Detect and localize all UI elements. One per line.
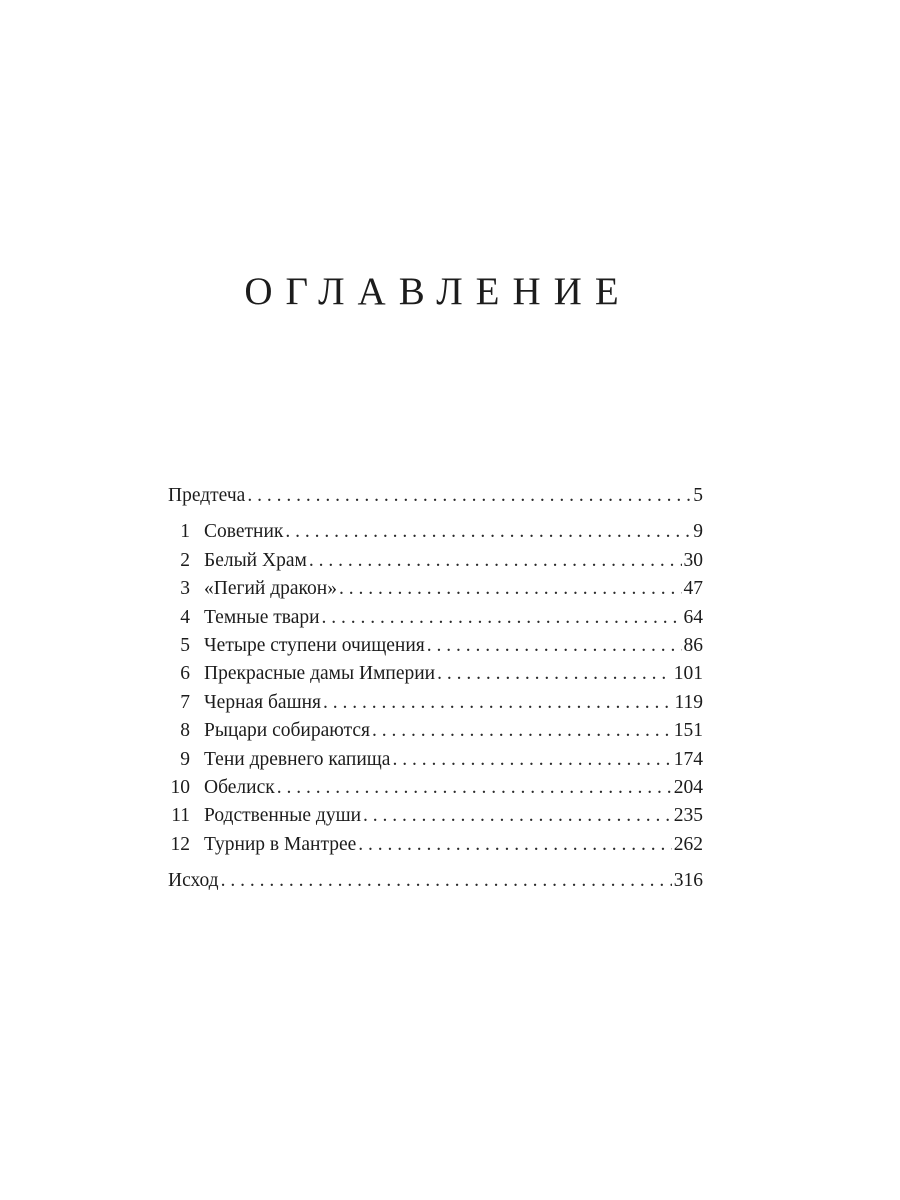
toc-entry-title: Белый Храм (204, 549, 307, 571)
toc-entry-chapter-4 (168, 604, 703, 632)
chapter-number: 7 (180, 691, 190, 713)
toc-entry-title: Черная башня (204, 691, 322, 713)
toc-entry-title: Темные твари (204, 606, 320, 628)
toc-entry-page: 204 (673, 776, 703, 798)
toc-entry-title: Турнир в Мантрее (204, 833, 357, 855)
dot-leader (427, 632, 682, 660)
chapter-number: 5 (180, 634, 190, 656)
toc-entry-chapter-5 (168, 632, 703, 660)
toc-entry-chapter-9 (168, 746, 703, 774)
toc-entry-title: «Пегий дракон» (204, 578, 337, 600)
dot-leader (247, 482, 691, 510)
toc-entry-chapter-8 (168, 717, 703, 745)
dot-leader (372, 717, 672, 745)
toc-entry-title: Предтеча (168, 485, 246, 506)
dot-leader (339, 575, 682, 603)
toc-entry-page: 151 (673, 720, 703, 742)
toc-entry-epilogue (168, 867, 703, 895)
dot-leader (309, 547, 682, 575)
dot-leader (285, 518, 691, 546)
dot-leader (277, 774, 672, 802)
toc-entry-chapter-3 (168, 575, 703, 603)
table-of-contents (168, 482, 703, 895)
dot-leader (363, 802, 672, 830)
toc-entry-page: 30 (683, 549, 703, 571)
toc-entry-chapter-2 (168, 547, 703, 575)
chapter-number: 11 (171, 805, 190, 827)
chapter-number: 4 (180, 606, 190, 628)
toc-entry-page: 235 (673, 805, 703, 827)
toc-entry-chapter-11 (168, 802, 703, 830)
toc-entry-title: Рыцари собираются (204, 720, 370, 742)
dot-leader (323, 689, 672, 717)
toc-entry-page: 9 (693, 521, 703, 543)
chapter-number: 9 (180, 748, 190, 770)
toc-entry-chapter-10 (168, 774, 703, 802)
toc-entry-chapter-7 (168, 689, 703, 717)
toc-entry-chapter-12 (168, 831, 703, 859)
dot-leader (322, 604, 682, 632)
chapter-number: 6 (180, 663, 190, 685)
dot-leader (392, 746, 671, 774)
toc-entry-title: Родственные души (204, 805, 362, 827)
toc-entry-page: 262 (673, 833, 703, 855)
chapter-number: 2 (180, 549, 190, 571)
toc-entry-page: 101 (673, 663, 703, 685)
toc-entry-title: Обелиск (204, 776, 275, 798)
toc-entry-page: 119 (674, 691, 703, 713)
toc-entry-title: Четыре ступени очищения (204, 634, 425, 656)
chapter-number: 8 (180, 720, 190, 742)
chapter-number: 3 (180, 578, 190, 600)
toc-entry-chapter-1 (168, 518, 703, 546)
toc-entry-title: Советник (204, 521, 284, 543)
toc-entry-page: 174 (673, 748, 703, 770)
toc-entry-page: 64 (683, 606, 703, 628)
toc-entry-page: 86 (683, 634, 703, 656)
toc-entry-title: Исход (168, 870, 219, 892)
toc-entry-page: 47 (683, 578, 703, 600)
toc-entry-page: 316 (673, 870, 703, 892)
toc-heading: ОГЛАВЛЕНИЕ (244, 270, 632, 313)
chapter-number: 12 (170, 833, 190, 855)
chapter-number: 1 (180, 521, 190, 543)
dot-leader (358, 831, 671, 859)
dot-leader (437, 660, 672, 688)
toc-entry-title: Тени древнего капища (204, 748, 391, 770)
toc-entry-chapter-6 (168, 660, 703, 688)
chapter-number: 10 (170, 776, 190, 798)
toc-entry-prologue (168, 482, 703, 510)
dot-leader (221, 867, 672, 895)
toc-entry-page: 5 (693, 485, 703, 506)
toc-entry-title: Прекрасные дамы Империи (204, 663, 436, 685)
